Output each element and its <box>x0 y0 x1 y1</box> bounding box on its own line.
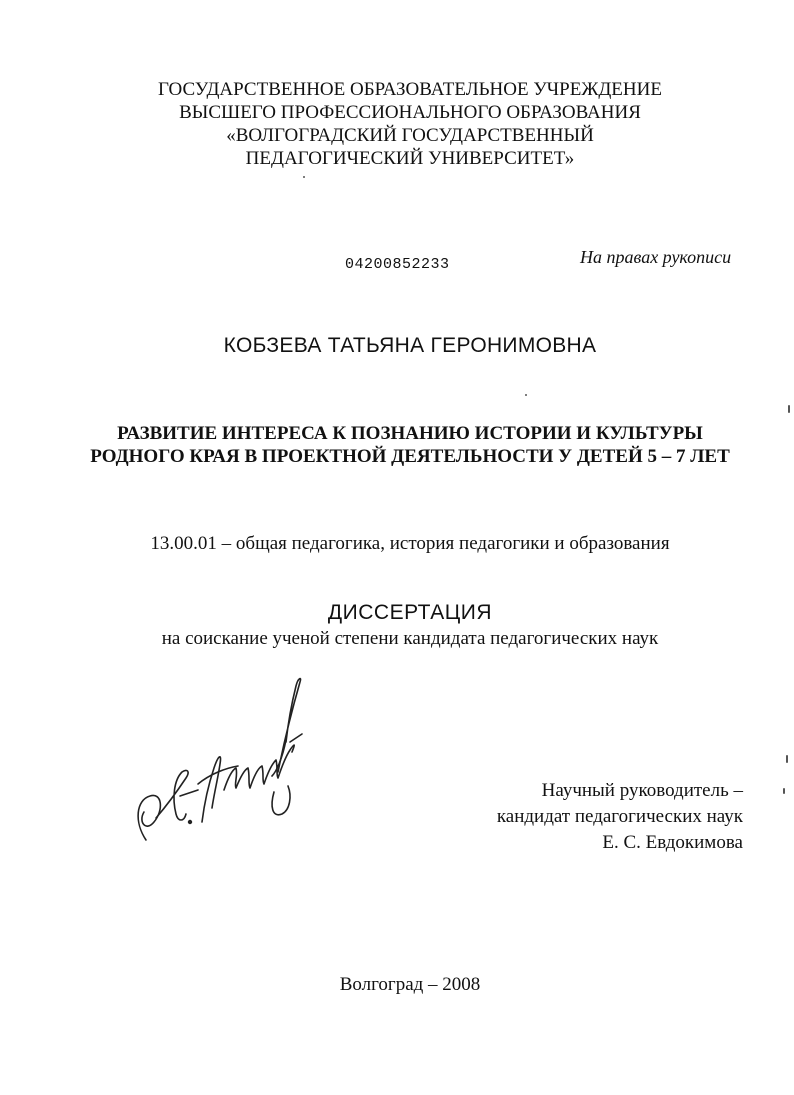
scan-speck <box>525 394 527 396</box>
catalog-number: 04200852233 <box>345 256 450 273</box>
rights-note: На правах рукописи <box>580 247 732 267</box>
supervisor-name: Е. С. Евдокимова <box>602 832 743 853</box>
scan-speck <box>783 788 785 794</box>
institution-line: ПЕДАГОГИЧЕСКИЙ УНИВЕРСИТЕТ» <box>245 148 575 169</box>
institution-name <box>0 78 794 170</box>
supervisor-block <box>497 778 743 856</box>
title-line: РАЗВИТИЕ ИНТЕРЕСА К ПОЗНАНИЮ ИСТОРИИ И КУЛЬТУРЫ <box>117 423 703 444</box>
degree-statement: на соискание ученой степени кандидата педагогических наук <box>161 628 659 649</box>
author-name: КОБЗЕВА ТАТЬЯНА ГЕРОНИМОВНА <box>223 334 597 357</box>
handwritten-signature-icon <box>128 672 318 847</box>
dissertation-title <box>0 422 794 468</box>
supervisor-degree: кандидат педагогических наук <box>496 806 743 827</box>
institution-line: ВЫСШЕГО ПРОФЕССИОНАЛЬНОГО ОБРАЗОВАНИЯ <box>179 102 641 123</box>
institution-line: ГОСУДАРСТВЕННОЕ ОБРАЗОВАТЕЛЬНОЕ УЧРЕЖДЕНИЕ <box>158 79 662 100</box>
institution-line: «ВОЛГОГРАДСКИЙ ГОСУДАРСТВЕННЫЙ <box>226 125 594 146</box>
title-line: РОДНОГО КРАЯ В ПРОЕКТНОЙ ДЕЯТЕЛЬНОСТИ У ДЕТЕЙ 5 – 7 ЛЕТ <box>90 446 730 467</box>
supervisor-role: Научный руководитель – <box>541 780 743 801</box>
specialty-code: 13.00.01 – общая педагогика, история педагогики и образования <box>150 533 670 554</box>
scan-speck <box>303 176 305 178</box>
scan-speck <box>786 755 788 763</box>
document-type: ДИССЕРТАЦИЯ <box>327 601 493 624</box>
city-year: Волгоград – 2008 <box>339 974 481 995</box>
scan-speck <box>788 405 790 413</box>
